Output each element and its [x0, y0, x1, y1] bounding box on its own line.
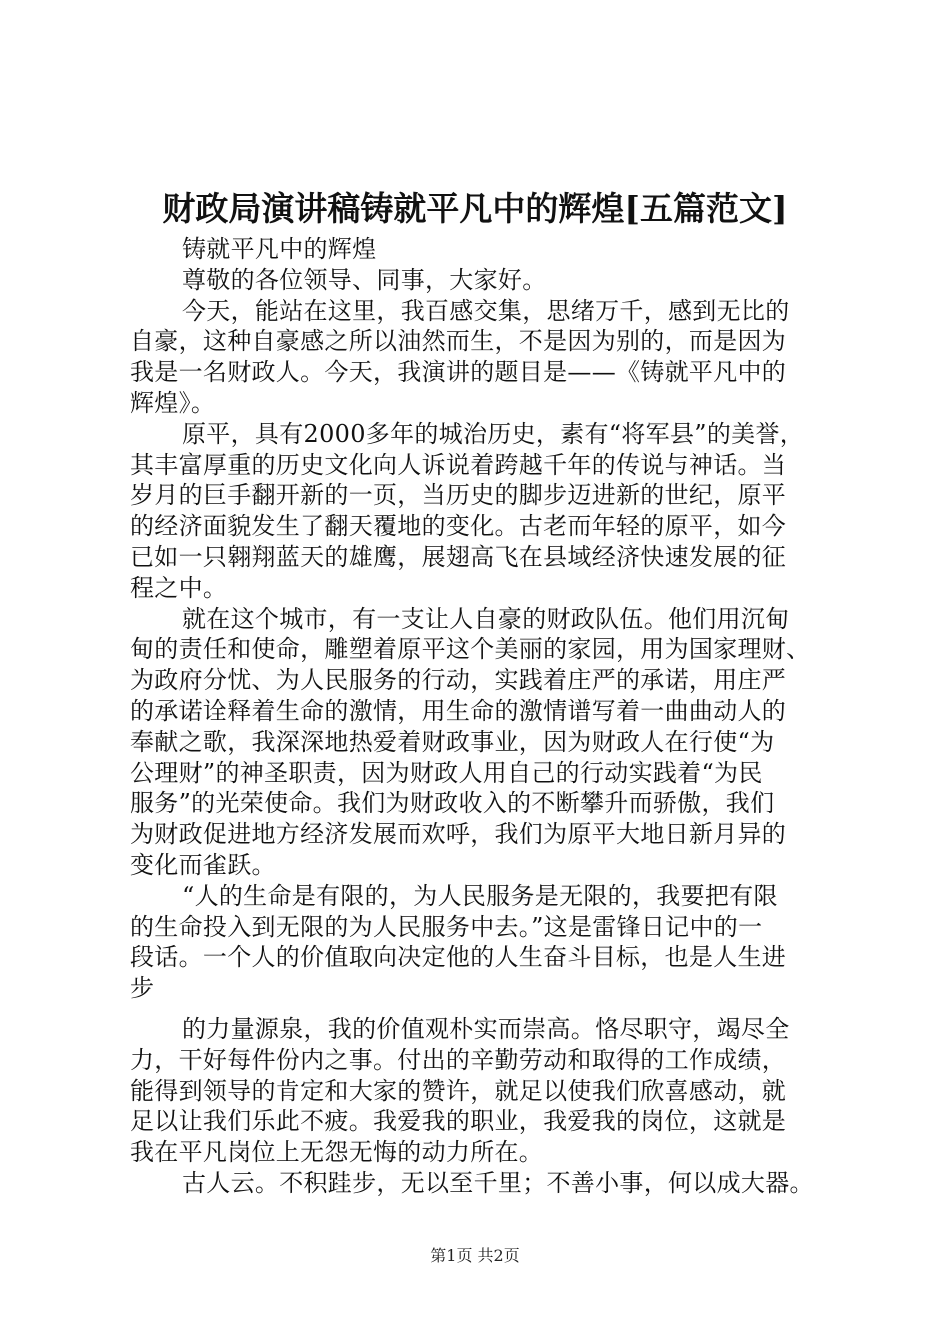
text-line: 能得到领导的肯定和大家的赞许，就足以使我们欣喜感动，就 — [130, 1076, 787, 1105]
text-line: 岁月的巨手翻开新的一页，当历史的脚步迈进新的世纪，原平 — [130, 481, 787, 510]
text-line: 的承诺诠释着生命的激情，用生命的激情谱写着一曲曲动人的 — [130, 696, 787, 725]
text-line: 段话。一个人的价值取向决定他的人生奋斗目标，也是人生进 — [130, 943, 787, 972]
text-line: 的力量源泉，我的价值观朴实而崇高。恪尽职守，竭尽全 — [182, 1014, 790, 1043]
text-line: 自豪，这种自豪感之所以油然而生，不是因为别的，而是因为 — [130, 327, 787, 356]
text-line: 其丰富厚重的历史文化向人诉说着跨越千年的传说与神话。当 — [130, 450, 787, 479]
text-line: 力，干好每件份内之事。付出的辛勤劳动和取得的工作成绩， — [130, 1045, 787, 1074]
text-line: 我在平凡岗位上无怨无悔的动力所在。 — [130, 1138, 544, 1167]
text-line: 为政府分忧、为人民服务的行动，实践着庄严的承诺，用庄严 — [130, 666, 787, 695]
text-line: 甸的责任和使命，雕塑着原平这个美丽的家园，用为国家理财、 — [130, 635, 811, 664]
text-line: 我是一名财政人。今天，我演讲的题目是——《铸就平凡中的 — [130, 358, 787, 387]
text-line: 已如一只翱翔蓝天的雄鹰，展翅高飞在县域经济快速发展的征 — [130, 542, 787, 571]
text-line: 的生命投入到无限的为人民服务中去。”这是雷锋日记中的一 — [130, 912, 763, 941]
text-line: 奉献之歌，我深深地热爱着财政事业，因为财政人在行使“为 — [130, 727, 775, 756]
text-line: 辉煌》。 — [130, 388, 216, 417]
text-line: 服务”的光荣使命。我们为财政收入的不断攀升而骄傲，我们 — [130, 789, 775, 818]
document-title: 财政局演讲稿铸就平凡中的辉煌[五篇范文] — [162, 189, 788, 228]
document-body — [130, 234, 835, 1199]
text-line: 为财政促进地方经济发展而欢呼，我们为原平大地日新月异的 — [130, 820, 787, 849]
page-footer: 第1页 共2页 — [430, 1246, 520, 1265]
text-line: 变化而雀跃。 — [130, 850, 276, 879]
text-line: 古人云。不积跬步，无以至千里；不善小事，何以成大器。 — [182, 1168, 814, 1197]
text-line: 的经济面貌发生了翻天覆地的变化。古老而年轻的原平，如今 — [130, 512, 787, 541]
text-line: 铸就平凡中的辉煌 — [182, 235, 377, 263]
text-line: 原平，具有2000多年的城治历史，素有“将军县”的美誉， — [182, 419, 805, 448]
text-line: 足以让我们乐此不疲。我爱我的职业，我爱我的岗位，这就是 — [130, 1107, 787, 1136]
paragraph-gap — [130, 1004, 835, 1014]
text-line: “人的生命是有限的，为人民服务是无限的，我要把有限 — [182, 881, 778, 910]
text-line: 尊敬的各位领导、同事，大家好。 — [182, 265, 547, 294]
text-line: 就在这个城市，有一支让人自豪的财政队伍。他们用沉甸 — [182, 604, 790, 633]
text-line: 今天，能站在这里，我百感交集，思绪万千，感到无比的 — [182, 296, 790, 325]
text-line: 程之中。 — [130, 573, 228, 602]
text-line: 公理财”的神圣职责，因为财政人用自己的行动实践着“为民 — [130, 758, 763, 787]
text-line: 步 — [130, 974, 155, 1003]
